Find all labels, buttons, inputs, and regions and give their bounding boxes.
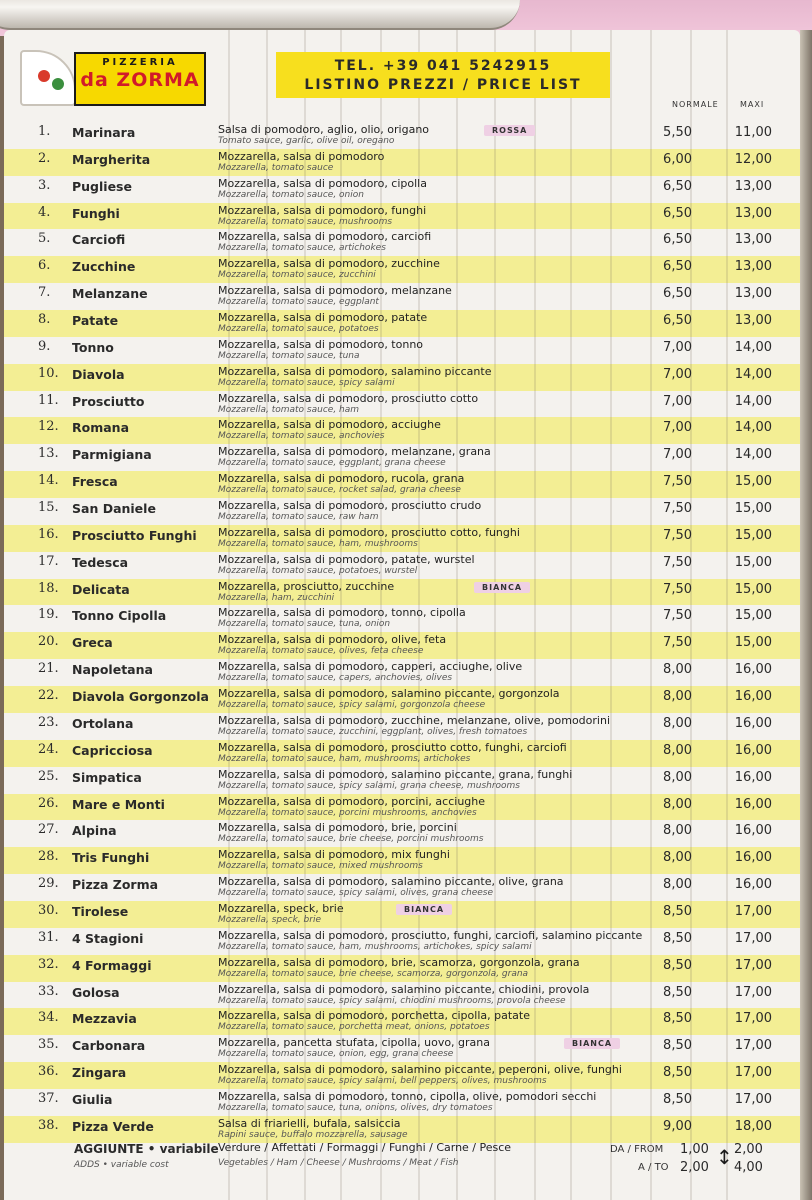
price-maxi: 13,00 <box>734 286 772 302</box>
up-down-arrow-icon: ↕ <box>716 1145 733 1169</box>
ingredients-it: Mozzarella, salsa di pomodoro, porchetta, cipolla, patate <box>218 1009 530 1023</box>
item-number: 5. <box>38 231 51 247</box>
price-normale: 6,00 <box>663 151 692 167</box>
price-normale: 7,50 <box>663 527 692 543</box>
price-maxi: 13,00 <box>734 313 772 329</box>
item-number: 9. <box>38 338 51 354</box>
item-number: 29. <box>38 876 59 892</box>
price-maxi: 15,00 <box>734 608 772 624</box>
menu-row <box>4 955 800 981</box>
pizza-name: 4 Stagioni <box>72 930 144 946</box>
price-normale: 8,50 <box>663 1091 692 1107</box>
item-number: 31. <box>38 929 59 945</box>
item-number: 20. <box>38 634 59 650</box>
item-number: 28. <box>38 849 59 865</box>
type-badge: BIANCA <box>564 1038 620 1049</box>
ingredients-it: Mozzarella, salsa di pomodoro, patate, wurstel <box>218 552 475 566</box>
ingredients-en: Mozzarella, tomato sauce, rocket salad, grana cheese <box>218 485 461 496</box>
item-number: 22. <box>38 688 59 704</box>
ingredients-it: Mozzarella, salsa di pomodoro, prosciutto, funghi, carciofi, salamino piccante <box>218 928 643 942</box>
price-maxi: 14,00 <box>734 339 772 355</box>
price-normale: 8,00 <box>663 662 692 678</box>
ingredients-it: Mozzarella, salsa di pomodoro, zucchine <box>218 257 440 271</box>
price-normale: 7,50 <box>663 474 692 490</box>
menu-row <box>4 928 800 954</box>
price-maxi: 17,00 <box>734 1065 772 1081</box>
additions-categories-en: Vegetables / Ham / Cheese / Mushrooms / Meat / Fish <box>218 1158 459 1168</box>
ingredients-it: Mozzarella, salsa di pomodoro, porcini, acciughe <box>218 794 486 808</box>
menu-row <box>4 713 800 739</box>
item-number: 11. <box>38 392 59 408</box>
ingredients-it: Mozzarella, salsa di pomodoro, prosciutto cotto, funghi, carciofi <box>218 740 567 754</box>
price-normale: 7,00 <box>663 339 692 355</box>
ingredients-it: Salsa di friarielli, bufala, salsiccia <box>218 1116 401 1130</box>
price-normale: 8,50 <box>663 1065 692 1081</box>
ingredients-en: Tomato sauce, garlic, olive oil, oregano <box>218 136 395 146</box>
ingredients-it: Mozzarella, salsa di pomodoro, patate <box>218 311 428 325</box>
ingredients-en: Mozzarella, tomato sauce, anchovies <box>218 431 385 442</box>
ingredients-it: Mozzarella, salsa di pomodoro, prosciutto cotto, funghi <box>218 525 520 539</box>
item-number: 19. <box>38 607 59 623</box>
ingredients-en: Mozzarella, tomato sauce, spicy salami, olives, grana cheese <box>218 888 494 899</box>
item-number: 10. <box>38 365 59 381</box>
price-normale: 8,50 <box>663 1011 692 1027</box>
to-price-normale: 2,00 <box>680 1160 709 1175</box>
price-normale: 7,00 <box>663 366 692 382</box>
menu-row <box>4 444 800 470</box>
pizza-name: Mezzavia <box>72 1011 137 1027</box>
ingredients-en: Mozzarella, ham, zucchini <box>218 592 335 603</box>
ingredients-en: Mozzarella, tomato sauce, spicy salami, bell peppers, olives, mushrooms <box>218 1076 547 1087</box>
pizza-name: Zucchine <box>72 259 136 275</box>
menu-row <box>4 1035 800 1061</box>
from-price-maxi: 2,00 <box>734 1142 763 1157</box>
logo <box>20 50 204 106</box>
price-normale: 8,00 <box>663 715 692 731</box>
ingredients-it: Mozzarella, salsa di pomodoro, brie, porcini <box>218 821 457 835</box>
menu-row <box>4 229 800 255</box>
ingredients-en: Mozzarella, tomato sauce, onion <box>218 189 364 200</box>
ingredients-it: Mozzarella, salsa di pomodoro, zucchine, melanzane, olive, pomodorini <box>218 713 610 727</box>
ingredients-en: Mozzarella, tomato sauce, tuna <box>218 350 360 361</box>
price-maxi: 16,00 <box>734 662 772 678</box>
price-maxi: 17,00 <box>734 1011 772 1027</box>
pizza-name: Pizza Zorma <box>72 877 159 893</box>
price-maxi: 16,00 <box>734 877 772 893</box>
price-normale: 6,50 <box>663 232 692 248</box>
price-maxi: 17,00 <box>734 984 772 1000</box>
price-normale: 8,50 <box>663 957 692 973</box>
price-maxi: 16,00 <box>734 715 772 731</box>
menu-row <box>4 256 800 282</box>
pizza-name: Tonno Cipolla <box>72 608 167 624</box>
ingredients-it: Mozzarella, prosciutto, zucchine <box>218 579 395 593</box>
price-normale: 8,00 <box>663 823 692 839</box>
ingredients-en: Mozzarella, tomato sauce, mushrooms <box>218 216 393 227</box>
pizza-name: Diavola <box>72 366 125 382</box>
item-number: 23. <box>38 714 59 730</box>
item-number: 16. <box>38 526 59 542</box>
ingredients-en: Mozzarella, tomato sauce, eggplant <box>218 297 379 308</box>
ingredients-it: Mozzarella, salsa di pomodoro, prosciutto crudo <box>218 499 482 513</box>
price-normale: 7,50 <box>663 501 692 517</box>
ingredients-en: Mozzarella, tomato sauce, spicy salami, chiodini mushrooms, provola cheese <box>218 995 566 1006</box>
menu-row <box>4 498 800 524</box>
from-price-normale: 1,00 <box>680 1142 709 1157</box>
item-number: 8. <box>38 312 51 328</box>
price-normale: 6,50 <box>663 205 692 221</box>
pizza-name: Parmigiana <box>72 447 152 463</box>
ingredients-en: Mozzarella, tomato sauce, tuna, onions, olives, dry tomatoes <box>218 1102 493 1113</box>
item-number: 35. <box>38 1037 59 1053</box>
price-normale: 6,50 <box>663 178 692 194</box>
menu-row <box>4 364 800 390</box>
item-number: 27. <box>38 822 59 838</box>
ingredients-en: Mozzarella, tomato sauce <box>218 162 334 173</box>
ingredients-it: Mozzarella, salsa di pomodoro, tonno, cipolla, olive, pomodori secchi <box>218 1089 597 1103</box>
ingredients-it: Mozzarella, salsa di pomodoro, salamino piccante, peperoni, olive, funghi <box>218 1063 622 1077</box>
menu-board <box>4 30 800 1200</box>
price-maxi: 16,00 <box>734 796 772 812</box>
price-maxi: 16,00 <box>734 742 772 758</box>
pizza-name: Alpina <box>72 823 117 839</box>
price-normale: 8,50 <box>663 903 692 919</box>
ingredients-it: Mozzarella, salsa di pomodoro, melanzane <box>218 284 452 298</box>
pizza-name: Melanzane <box>72 286 148 302</box>
item-number: 25. <box>38 768 59 784</box>
price-maxi: 15,00 <box>734 581 772 597</box>
pizza-name: Tonno <box>72 339 114 355</box>
pizza-name: Tirolese <box>72 903 129 919</box>
price-normale: 5,50 <box>663 125 692 140</box>
item-number: 14. <box>38 473 59 489</box>
pizza-name: Diavola Gorgonzola <box>72 689 209 705</box>
item-number: 21. <box>38 661 59 677</box>
ingredients-it: Mozzarella, salsa di pomodoro, salamino piccante, olive, grana <box>218 875 564 889</box>
menu-row <box>4 794 800 820</box>
header-banner <box>276 52 610 98</box>
menu-row <box>4 471 800 497</box>
pizza-name: Simpatica <box>72 769 142 785</box>
menu-row <box>4 579 800 605</box>
ingredients-en: Mozzarella, tomato sauce, artichokes <box>218 243 386 254</box>
menu-row <box>4 686 800 712</box>
price-normale: 6,50 <box>663 313 692 329</box>
pizza-name: 4 Formaggi <box>72 957 152 973</box>
pizza-name: Napoletana <box>72 662 153 678</box>
ingredients-it: Mozzarella, salsa di pomodoro, prosciutto cotto <box>218 391 479 405</box>
ingredients-it: Mozzarella, salsa di pomodoro, melanzane, grana <box>218 445 491 459</box>
type-badge: BIANCA <box>396 904 452 915</box>
menu-row <box>4 337 800 363</box>
item-number: 3. <box>38 177 51 193</box>
price-normale: 7,00 <box>663 393 692 409</box>
price-normale: 7,00 <box>663 420 692 436</box>
pizza-name: Tris Funghi <box>72 850 150 866</box>
price-normale: 8,00 <box>663 689 692 705</box>
price-maxi: 15,00 <box>734 474 772 490</box>
column-header-maxi: MAXI <box>740 100 765 109</box>
price-maxi: 17,00 <box>734 930 772 946</box>
price-maxi: 15,00 <box>734 501 772 517</box>
column-header-normale: NORMALE <box>672 100 719 109</box>
ingredients-it: Mozzarella, salsa di pomodoro, salamino piccante, chiodini, provola <box>218 982 590 996</box>
ingredients-en: Mozzarella, tomato sauce, brie cheese, scamorza, gorgonzola, grana <box>218 968 529 979</box>
ingredients-it: Mozzarella, salsa di pomodoro, tonno <box>218 337 424 351</box>
pizza-name: Tedesca <box>72 554 129 570</box>
pizza-name: Romana <box>72 420 130 436</box>
ingredients-en: Mozzarella, tomato sauce, brie cheese, porcini mushrooms <box>218 834 484 845</box>
item-number: 1. <box>38 124 51 139</box>
menu-row <box>4 767 800 793</box>
additions-label-en: ADDS • variable cost <box>74 1160 169 1170</box>
price-normale: 8,00 <box>663 769 692 785</box>
item-number: 6. <box>38 258 51 274</box>
price-maxi: 13,00 <box>734 232 772 248</box>
pizza-name: Pugliese <box>72 178 132 194</box>
ingredients-it: Mozzarella, salsa di pomodoro, tonno, cipolla <box>218 606 466 620</box>
price-maxi: 11,00 <box>734 125 772 140</box>
logo-top-text: PIZZERIA <box>102 57 178 68</box>
pizza-name: Zingara <box>72 1065 127 1081</box>
ingredients-it: Mozzarella, pancetta stufata, cipolla, uovo, grana <box>218 1036 491 1050</box>
pizza-name: Carciofi <box>72 232 126 248</box>
pizza-name: Margherita <box>72 151 151 167</box>
pizza-name: Ortolana <box>72 715 134 731</box>
price-normale: 8,50 <box>663 1038 692 1054</box>
price-normale: 8,50 <box>663 930 692 946</box>
menu-row <box>4 176 800 202</box>
price-list-title: LISTINO PREZZI / PRICE LIST <box>304 77 582 93</box>
price-normale: 8,00 <box>663 850 692 866</box>
from-label: DA / FROM <box>610 1144 664 1155</box>
pizza-name: Greca <box>72 635 113 651</box>
item-number: 38. <box>38 1117 59 1133</box>
pizza-name: Giulia <box>72 1091 113 1107</box>
menu-row <box>4 1008 800 1034</box>
menu-row <box>4 552 800 578</box>
menu-row <box>4 874 800 900</box>
ingredients-en: Mozzarella, tomato sauce, ham, mushrooms <box>218 538 418 549</box>
price-normale: 8,00 <box>663 877 692 893</box>
pizza-name: Delicata <box>72 581 130 597</box>
pizza-name: Fresca <box>72 474 118 490</box>
item-number: 15. <box>38 500 59 516</box>
price-normale: 7,50 <box>663 608 692 624</box>
ingredients-it: Mozzarella, salsa di pomodoro, carciofi <box>218 230 432 244</box>
item-number: 26. <box>38 795 59 811</box>
ingredients-it: Mozzarella, salsa di pomodoro, cipolla <box>218 176 427 190</box>
item-number: 33. <box>38 983 59 999</box>
price-normale: 7,00 <box>663 447 692 463</box>
ingredients-it: Mozzarella, salsa di pomodoro, acciughe <box>218 418 441 432</box>
phone-number: TEL. +39 041 5242915 <box>334 58 552 74</box>
ingredients-it: Mozzarella, salsa di pomodoro <box>218 149 385 163</box>
price-normale: 9,00 <box>663 1118 692 1134</box>
menu-row <box>4 203 800 229</box>
ingredients-it: Mozzarella, salsa di pomodoro, salamino piccante <box>218 364 492 378</box>
pizza-name: Marinara <box>72 125 136 140</box>
price-normale: 8,00 <box>663 796 692 812</box>
ingredients-en: Mozzarella, tomato sauce, ham <box>218 404 360 415</box>
menu-row <box>4 1062 800 1088</box>
to-price-maxi: 4,00 <box>734 1160 763 1175</box>
pizza-name: Prosciutto Funghi <box>72 527 197 543</box>
item-number: 34. <box>38 1010 59 1026</box>
price-maxi: 15,00 <box>734 635 772 651</box>
item-number: 12. <box>38 419 59 435</box>
ingredients-en: Mozzarella, speck, brie <box>218 914 321 925</box>
item-number: 18. <box>38 580 59 596</box>
price-maxi: 14,00 <box>734 420 772 436</box>
logo-name-box <box>74 52 206 106</box>
additions-categories-it: Verdure / Affettati / Formaggi / Funghi / Carne / Pesce <box>218 1141 512 1154</box>
to-label: A / TO <box>638 1162 669 1173</box>
price-maxi: 14,00 <box>734 447 772 463</box>
ingredients-en: Mozzarella, tomato sauce, raw ham <box>218 512 379 523</box>
item-number: 36. <box>38 1064 59 1080</box>
pizza-name: Golosa <box>72 984 120 1000</box>
ingredients-en: Rapini sauce, buffalo mozzarella, sausage <box>218 1129 408 1140</box>
menu-row <box>4 1089 800 1115</box>
menu-row <box>4 740 800 766</box>
ingredients-en: Mozzarella, tomato sauce, potatoes <box>218 324 379 335</box>
ingredients-it: Salsa di pomodoro, aglio, olio, origano <box>218 123 430 136</box>
price-maxi: 14,00 <box>734 366 772 382</box>
price-normale: 7,50 <box>663 554 692 570</box>
type-badge: BIANCA <box>474 582 530 593</box>
menu-row <box>4 901 800 927</box>
pizza-slice-icon <box>20 50 76 106</box>
ingredients-en: Mozzarella, tomato sauce, capers, anchovies, olives <box>218 673 453 684</box>
price-normale: 7,50 <box>663 581 692 597</box>
ingredients-it: Mozzarella, salsa di pomodoro, salamino piccante, gorgonzola <box>218 687 560 701</box>
price-maxi: 13,00 <box>734 178 772 194</box>
menu-row <box>4 605 800 631</box>
price-maxi: 15,00 <box>734 527 772 543</box>
type-badge: ROSSA <box>484 125 535 136</box>
pizza-name: Mare e Monti <box>72 796 165 812</box>
menu-row <box>4 820 800 846</box>
ingredients-en: Mozzarella, tomato sauce, porchetta meat, onions, potatoes <box>218 1022 490 1033</box>
ingredients-en: Mozzarella, tomato sauce, mixed mushrooms <box>218 861 423 872</box>
item-number: 13. <box>38 446 59 462</box>
ingredients-it: Mozzarella, speck, brie <box>218 901 344 915</box>
item-number: 24. <box>38 741 59 757</box>
price-normale: 8,00 <box>663 742 692 758</box>
ingredients-en: Mozzarella, tomato sauce, potatoes, wurstel <box>218 565 418 576</box>
ingredients-it: Mozzarella, salsa di pomodoro, funghi <box>218 203 427 217</box>
ingredients-en: Mozzarella, tomato sauce, spicy salami, grana cheese, mushrooms <box>218 780 521 791</box>
price-maxi: 17,00 <box>734 1038 772 1054</box>
ingredients-en: Mozzarella, tomato sauce, eggplant, grana cheese <box>218 458 446 469</box>
pizza-name: San Daniele <box>72 501 156 517</box>
item-number: 37. <box>38 1090 59 1106</box>
price-maxi: 18,00 <box>734 1118 772 1134</box>
price-maxi: 14,00 <box>734 393 772 409</box>
price-maxi: 16,00 <box>734 689 772 705</box>
ingredients-it: Mozzarella, salsa di pomodoro, capperi, acciughe, olive <box>218 660 523 674</box>
ingredients-en: Mozzarella, tomato sauce, spicy salami <box>218 377 395 388</box>
price-maxi: 17,00 <box>734 1091 772 1107</box>
pizza-name: Prosciutto <box>72 393 145 409</box>
ingredients-it: Mozzarella, salsa di pomodoro, salamino piccante, grana, funghi <box>218 767 573 781</box>
price-maxi: 17,00 <box>734 903 772 919</box>
price-maxi: 16,00 <box>734 850 772 866</box>
item-number: 32. <box>38 956 59 972</box>
ingredients-en: Mozzarella, tomato sauce, spicy salami, gorgonzola cheese <box>218 700 486 711</box>
menu-row <box>4 659 800 685</box>
menu-row <box>4 525 800 551</box>
board-edge <box>800 30 812 1200</box>
price-maxi: 13,00 <box>734 205 772 221</box>
price-normale: 6,50 <box>663 286 692 302</box>
ingredients-it: Mozzarella, salsa di pomodoro, mix funghi <box>218 848 450 862</box>
additions-footer <box>4 1138 800 1200</box>
menu-row <box>4 847 800 873</box>
pizza-name: Carbonara <box>72 1038 146 1054</box>
pizza-name: Funghi <box>72 205 120 221</box>
menu-row <box>4 310 800 336</box>
price-maxi: 17,00 <box>734 957 772 973</box>
item-number: 4. <box>38 204 51 220</box>
ingredients-en: Mozzarella, tomato sauce, tuna, onion <box>218 619 391 630</box>
menu-row <box>4 122 800 148</box>
menu-row <box>4 283 800 309</box>
logo-main-text: da ZORMA <box>80 69 200 91</box>
price-maxi: 15,00 <box>734 554 772 570</box>
menu-row <box>4 632 800 658</box>
menu-row <box>4 391 800 417</box>
ingredients-it: Mozzarella, salsa di pomodoro, olive, feta <box>218 633 447 647</box>
ingredients-en: Mozzarella, tomato sauce, zucchini, eggplant, olives, fresh tomatoes <box>218 726 528 737</box>
price-maxi: 16,00 <box>734 823 772 839</box>
ingredients-en: Mozzarella, tomato sauce, porcini mushrooms, anchovies <box>218 807 477 818</box>
ingredients-en: Mozzarella, tomato sauce, ham, mushrooms, artichokes, spicy salami <box>218 941 532 952</box>
menu-row <box>4 982 800 1008</box>
menu-row <box>4 417 800 443</box>
price-maxi: 12,00 <box>734 151 772 167</box>
item-number: 30. <box>38 902 59 918</box>
ingredients-it: Mozzarella, salsa di pomodoro, brie, scamorza, gorgonzola, grana <box>218 955 580 969</box>
pizza-name: Pizza Verde <box>72 1118 154 1134</box>
pizza-name: Patate <box>72 313 119 329</box>
price-normale: 8,50 <box>663 984 692 1000</box>
ingredients-it: Mozzarella, salsa di pomodoro, rucola, grana <box>218 472 465 486</box>
price-normale: 6,50 <box>663 259 692 275</box>
ingredients-en: Mozzarella, tomato sauce, olives, feta cheese <box>218 646 424 657</box>
menu-row <box>4 149 800 175</box>
ingredients-en: Mozzarella, tomato sauce, ham, mushrooms, artichokes <box>218 753 471 764</box>
item-number: 7. <box>38 285 51 301</box>
ingredients-en: Mozzarella, tomato sauce, zucchini <box>218 270 376 281</box>
ingredients-en: Mozzarella, tomato sauce, onion, egg, grana cheese <box>218 1049 454 1060</box>
neon-tube <box>0 0 520 30</box>
price-maxi: 16,00 <box>734 769 772 785</box>
price-maxi: 13,00 <box>734 259 772 275</box>
additions-label-it: AGGIUNTE • variabile <box>74 1142 219 1156</box>
item-number: 2. <box>38 150 51 166</box>
price-normale: 7,50 <box>663 635 692 651</box>
item-number: 17. <box>38 553 59 569</box>
pizza-name: Capricciosa <box>72 742 153 758</box>
